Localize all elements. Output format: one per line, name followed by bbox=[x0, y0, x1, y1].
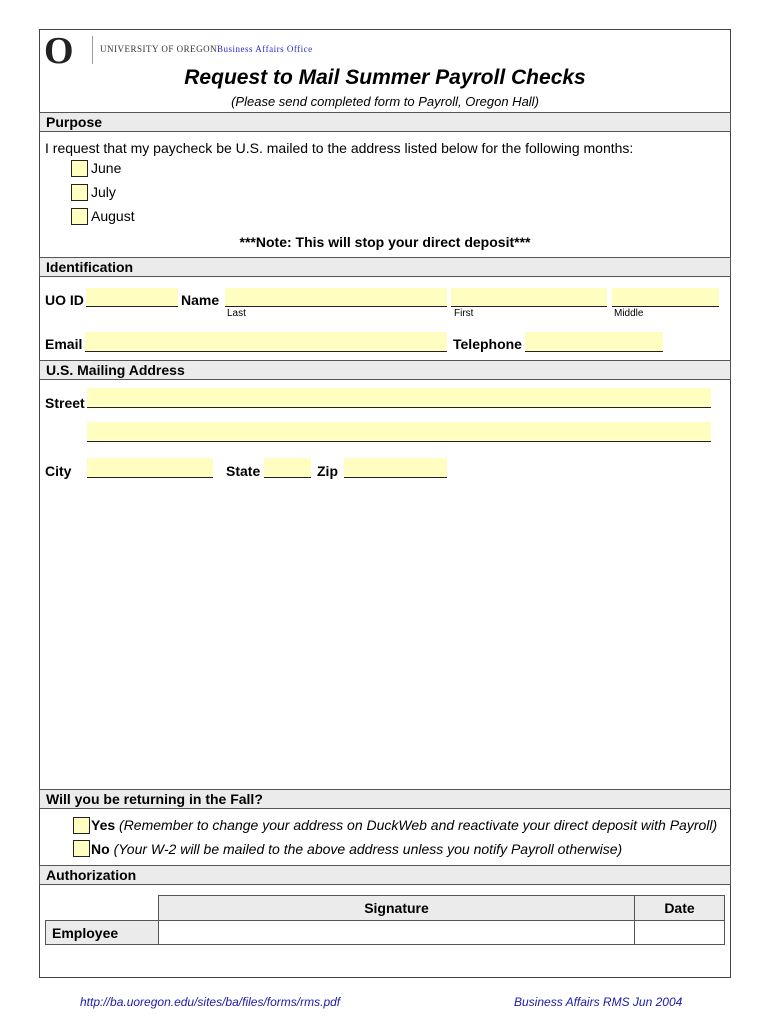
last-name-field[interactable] bbox=[225, 288, 447, 307]
footer-url[interactable]: http://ba.uoregon.edu/sites/ba/files/forms/rms.pdf bbox=[80, 995, 341, 1009]
section-purpose: Purpose bbox=[39, 112, 731, 132]
name-label: Name bbox=[181, 292, 220, 308]
footer-revision: Business Affairs RMS Jun 2004 bbox=[514, 995, 683, 1009]
street-line1-field[interactable] bbox=[87, 388, 711, 408]
zip-label: Zip bbox=[317, 463, 338, 479]
june-checkbox[interactable] bbox=[71, 160, 88, 177]
page-title: Request to Mail Summer Payroll Checks bbox=[184, 66, 586, 89]
authorization-table bbox=[45, 895, 725, 945]
email-label: Email bbox=[45, 336, 83, 352]
page-subtitle: (Please send completed form to Payroll, Oregon Hall) bbox=[231, 94, 539, 109]
first-name-field[interactable] bbox=[451, 288, 607, 307]
city-label: City bbox=[45, 463, 72, 479]
signature-header: Signature bbox=[159, 896, 635, 921]
employee-date-field[interactable] bbox=[635, 921, 725, 945]
yes-option bbox=[91, 817, 717, 833]
first-caption: First bbox=[454, 308, 474, 319]
form-border bbox=[39, 29, 731, 978]
auth-table-corner bbox=[46, 896, 159, 921]
section-identification: Identification bbox=[39, 257, 731, 277]
uo-logo-icon bbox=[44, 30, 82, 72]
employee-label: Employee bbox=[46, 921, 159, 945]
direct-deposit-note: ***Note: This will stop your direct deposit*** bbox=[239, 234, 531, 250]
middle-name-field[interactable] bbox=[612, 288, 719, 307]
july-label: July bbox=[91, 184, 116, 200]
telephone-label: Telephone bbox=[453, 336, 522, 352]
july-checkbox[interactable] bbox=[71, 184, 88, 201]
section-returning-fall: Will you be returning in the Fall? bbox=[39, 789, 731, 809]
office-name: Business Affairs Office bbox=[217, 44, 313, 54]
zip-field[interactable] bbox=[344, 458, 447, 478]
august-label: August bbox=[91, 208, 135, 224]
employee-signature-field[interactable] bbox=[159, 921, 635, 945]
uo-id-field[interactable] bbox=[86, 288, 178, 307]
state-field[interactable] bbox=[264, 458, 311, 478]
section-mailing-address: U.S. Mailing Address bbox=[39, 360, 731, 380]
uo-id-label: UO ID bbox=[45, 292, 84, 308]
logo-letter: O bbox=[44, 30, 74, 72]
yes-checkbox[interactable] bbox=[73, 817, 90, 834]
telephone-field[interactable] bbox=[525, 332, 663, 352]
middle-caption: Middle bbox=[614, 308, 644, 319]
section-authorization: Authorization bbox=[39, 865, 731, 885]
date-header: Date bbox=[635, 896, 725, 921]
june-label: June bbox=[91, 160, 122, 176]
state-label: State bbox=[226, 463, 261, 479]
street-line2-field[interactable] bbox=[87, 422, 711, 442]
august-checkbox[interactable] bbox=[71, 208, 88, 225]
street-label: Street bbox=[45, 395, 85, 411]
no-option bbox=[91, 841, 622, 857]
university-name: UNIVERSITY OF OREGON bbox=[100, 44, 218, 54]
yes-note: (Remember to change your address on DuckWeb and reactivate your direct deposit with Payroll) bbox=[119, 817, 718, 833]
city-field[interactable] bbox=[87, 458, 213, 478]
no-note: (Your W-2 will be mailed to the above address unless you notify Payroll otherwise) bbox=[113, 841, 623, 857]
logo-divider bbox=[92, 36, 93, 64]
last-caption: Last bbox=[227, 308, 246, 319]
purpose-intro: I request that my paycheck be U.S. mailed to the address listed below for the following months: bbox=[45, 140, 634, 156]
no-label: No bbox=[91, 841, 110, 857]
no-checkbox[interactable] bbox=[73, 840, 90, 857]
email-field[interactable] bbox=[85, 332, 447, 352]
yes-label: Yes bbox=[91, 817, 116, 833]
